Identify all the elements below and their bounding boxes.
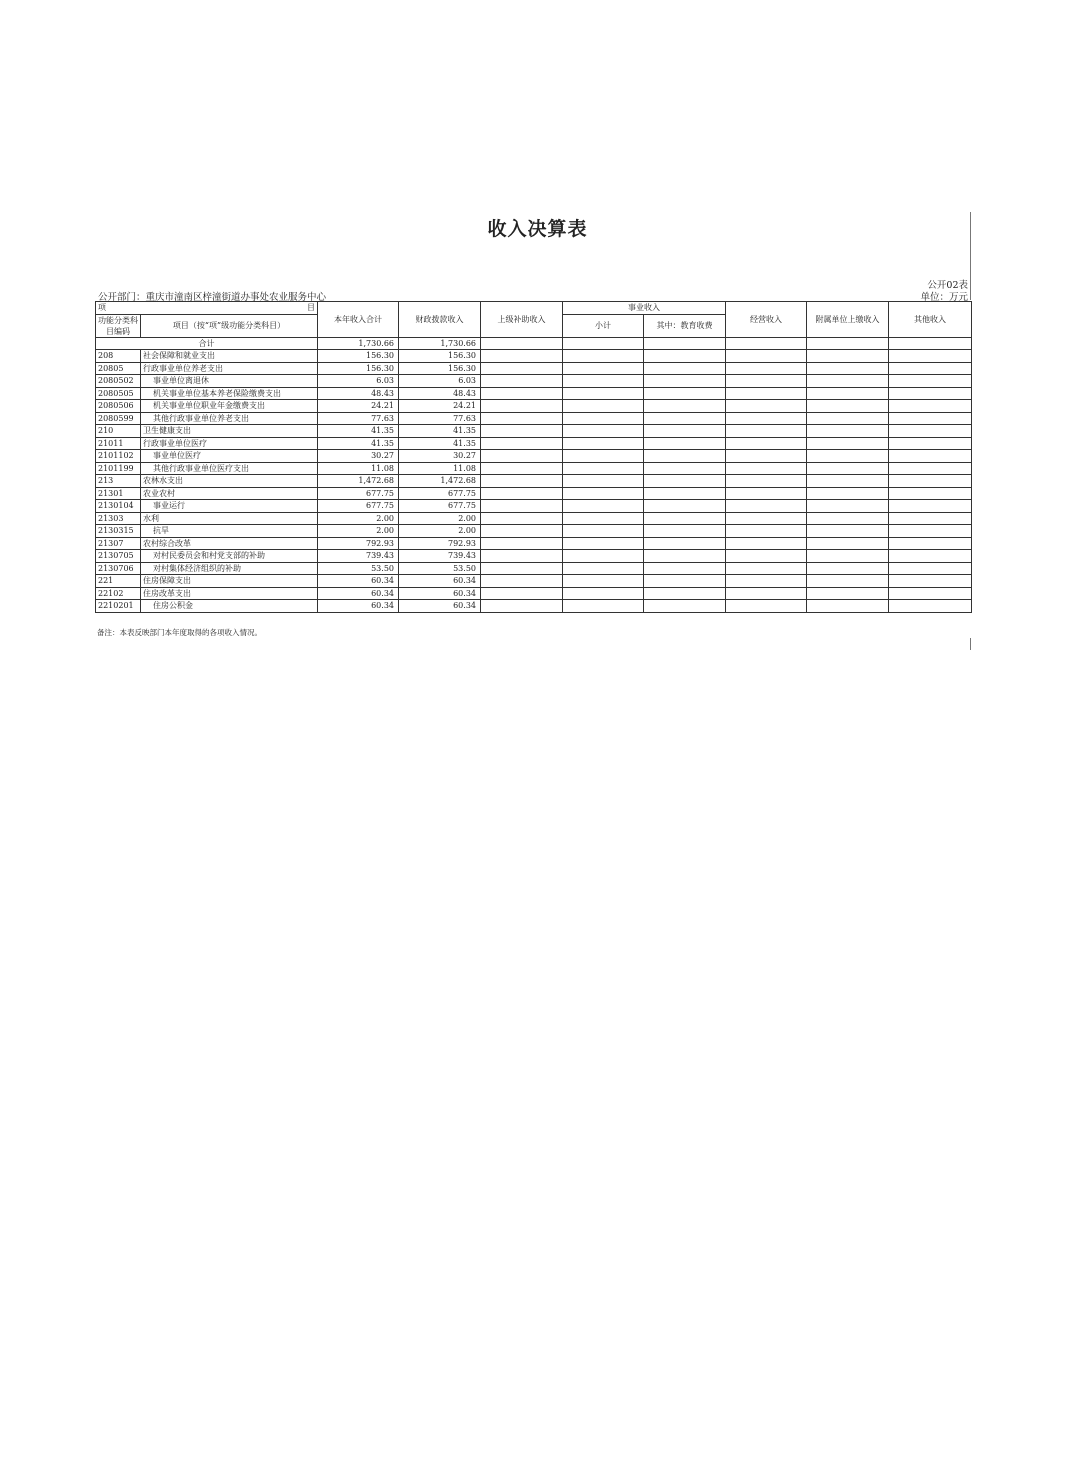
- empty-cell: [889, 512, 972, 525]
- row-total: 60.34: [318, 600, 399, 613]
- row-total: 60.34: [318, 575, 399, 588]
- table-row: [96, 512, 972, 525]
- empty-cell: [563, 550, 644, 563]
- header-other: 其他收入: [889, 302, 972, 338]
- row-fiscal: 48.43: [399, 387, 481, 400]
- row-name: 抗旱: [141, 525, 318, 538]
- empty-cell: [807, 475, 889, 488]
- header-item: 项目（按“项”级功能分类科目）: [141, 314, 318, 337]
- unit-label: 单位：万元: [920, 292, 968, 303]
- empty-cell: [563, 500, 644, 513]
- empty-cell: [726, 400, 807, 413]
- total-label: 合计: [96, 337, 318, 350]
- row-fiscal: 30.27: [399, 450, 481, 463]
- empty-cell: [807, 375, 889, 388]
- empty-cell: [563, 387, 644, 400]
- empty-cell: [889, 362, 972, 375]
- empty-cell: [807, 587, 889, 600]
- row-total: 11.08: [318, 462, 399, 475]
- empty-cell: [807, 525, 889, 538]
- total-row: [96, 337, 972, 350]
- empty-cell: [889, 337, 972, 350]
- empty-cell: [889, 400, 972, 413]
- header-mu: 目: [307, 303, 315, 312]
- empty-cell: [807, 337, 889, 350]
- row-fiscal: 677.75: [399, 500, 481, 513]
- empty-cell: [889, 375, 972, 388]
- row-total: 156.30: [318, 362, 399, 375]
- empty-cell: [726, 525, 807, 538]
- row-total: 156.30: [318, 350, 399, 363]
- row-fiscal: 792.93: [399, 537, 481, 550]
- empty-cell: [889, 587, 972, 600]
- row-code: 21303: [96, 512, 141, 525]
- row-name: 社会保障和就业支出: [141, 350, 318, 363]
- empty-cell: [644, 600, 726, 613]
- page-edge-line: [970, 212, 971, 300]
- row-code: 21011: [96, 437, 141, 450]
- row-code: 208: [96, 350, 141, 363]
- row-fiscal: 6.03: [399, 375, 481, 388]
- empty-cell: [481, 475, 563, 488]
- empty-cell: [563, 400, 644, 413]
- row-code: 2210201: [96, 600, 141, 613]
- empty-cell: [481, 600, 563, 613]
- row-code: 2080599: [96, 412, 141, 425]
- empty-cell: [889, 487, 972, 500]
- total-fiscal: 1,730.66: [399, 337, 481, 350]
- row-name: 事业运行: [141, 500, 318, 513]
- empty-cell: [481, 425, 563, 438]
- row-name: 水利: [141, 512, 318, 525]
- empty-cell: [481, 500, 563, 513]
- empty-cell: [726, 337, 807, 350]
- header-affiliated: 附属单位上缴收入: [807, 302, 889, 338]
- empty-cell: [644, 375, 726, 388]
- row-code: 2080506: [96, 400, 141, 413]
- row-fiscal: 2.00: [399, 525, 481, 538]
- row-fiscal: 739.43: [399, 550, 481, 563]
- row-fiscal: 156.30: [399, 350, 481, 363]
- empty-cell: [563, 337, 644, 350]
- empty-cell: [807, 450, 889, 463]
- empty-cell: [481, 387, 563, 400]
- row-fiscal: 24.21: [399, 400, 481, 413]
- empty-cell: [807, 487, 889, 500]
- empty-cell: [481, 462, 563, 475]
- row-total: 2.00: [318, 525, 399, 538]
- row-fiscal: 60.34: [399, 575, 481, 588]
- header-code: 功能分类科目编码: [96, 314, 141, 337]
- empty-cell: [726, 350, 807, 363]
- empty-cell: [889, 550, 972, 563]
- row-total: 739.43: [318, 550, 399, 563]
- empty-cell: [807, 425, 889, 438]
- row-name: 行政事业单位医疗: [141, 437, 318, 450]
- empty-cell: [644, 362, 726, 375]
- header-subtotal: 小计: [563, 314, 644, 337]
- empty-cell: [726, 362, 807, 375]
- header-fiscal: 财政拨款收入: [399, 302, 481, 338]
- empty-cell: [726, 587, 807, 600]
- row-code: 221: [96, 575, 141, 588]
- row-fiscal: 11.08: [399, 462, 481, 475]
- empty-cell: [807, 362, 889, 375]
- row-fiscal: 1,472.68: [399, 475, 481, 488]
- table-row: [96, 487, 972, 500]
- header-xiang-mu: [96, 302, 318, 315]
- table-row: [96, 375, 972, 388]
- empty-cell: [889, 450, 972, 463]
- row-name: 事业单位离退休: [141, 375, 318, 388]
- empty-cell: [644, 512, 726, 525]
- empty-cell: [481, 450, 563, 463]
- table-row: [96, 450, 972, 463]
- row-name: 住房改革支出: [141, 587, 318, 600]
- empty-cell: [807, 537, 889, 550]
- empty-cell: [889, 537, 972, 550]
- empty-cell: [726, 575, 807, 588]
- table-row: [96, 525, 972, 538]
- table-row: [96, 600, 972, 613]
- row-total: 41.35: [318, 425, 399, 438]
- row-code: 2101102: [96, 450, 141, 463]
- row-name: 机关事业单位职业年金缴费支出: [141, 400, 318, 413]
- empty-cell: [807, 600, 889, 613]
- row-code: 21307: [96, 537, 141, 550]
- department-label: 公开部门：重庆市潼南区梓潼街道办事处农业服务中心: [98, 292, 327, 303]
- empty-cell: [726, 412, 807, 425]
- page-edge-line-lower: [970, 638, 971, 650]
- empty-cell: [563, 487, 644, 500]
- empty-cell: [644, 425, 726, 438]
- empty-cell: [644, 525, 726, 538]
- empty-cell: [726, 462, 807, 475]
- empty-cell: [726, 512, 807, 525]
- income-table: [95, 301, 972, 613]
- empty-cell: [481, 537, 563, 550]
- empty-cell: [644, 462, 726, 475]
- row-total: 792.93: [318, 537, 399, 550]
- empty-cell: [726, 437, 807, 450]
- empty-cell: [807, 550, 889, 563]
- empty-cell: [481, 362, 563, 375]
- empty-cell: [644, 450, 726, 463]
- row-code: 2080502: [96, 375, 141, 388]
- empty-cell: [889, 462, 972, 475]
- empty-cell: [563, 562, 644, 575]
- row-fiscal: 77.63: [399, 412, 481, 425]
- empty-cell: [563, 362, 644, 375]
- empty-cell: [563, 350, 644, 363]
- row-total: 677.75: [318, 487, 399, 500]
- table-row: [96, 550, 972, 563]
- form-number: 公开02表: [927, 280, 968, 291]
- empty-cell: [807, 412, 889, 425]
- table-row: [96, 587, 972, 600]
- empty-cell: [726, 450, 807, 463]
- empty-cell: [563, 375, 644, 388]
- empty-cell: [644, 487, 726, 500]
- empty-cell: [563, 425, 644, 438]
- row-name: 住房公积金: [141, 600, 318, 613]
- empty-cell: [807, 462, 889, 475]
- empty-cell: [807, 387, 889, 400]
- empty-cell: [481, 350, 563, 363]
- empty-cell: [563, 475, 644, 488]
- empty-cell: [481, 550, 563, 563]
- empty-cell: [726, 387, 807, 400]
- row-total: 24.21: [318, 400, 399, 413]
- empty-cell: [644, 500, 726, 513]
- empty-cell: [807, 500, 889, 513]
- row-code: 22102: [96, 587, 141, 600]
- table-row: [96, 537, 972, 550]
- row-name: 住房保障支出: [141, 575, 318, 588]
- table-row: [96, 425, 972, 438]
- table-row: [96, 362, 972, 375]
- table-row: [96, 387, 972, 400]
- empty-cell: [644, 587, 726, 600]
- empty-cell: [726, 537, 807, 550]
- empty-cell: [889, 412, 972, 425]
- header-shiye: 事业收入: [563, 302, 726, 315]
- empty-cell: [889, 387, 972, 400]
- empty-cell: [889, 425, 972, 438]
- empty-cell: [807, 512, 889, 525]
- table-row: [96, 412, 972, 425]
- row-fiscal: 156.30: [399, 362, 481, 375]
- total-amount: 1,730.66: [318, 337, 399, 350]
- empty-cell: [889, 475, 972, 488]
- empty-cell: [481, 487, 563, 500]
- empty-cell: [481, 337, 563, 350]
- row-total: 53.50: [318, 562, 399, 575]
- row-name: 卫生健康支出: [141, 425, 318, 438]
- empty-cell: [726, 550, 807, 563]
- empty-cell: [481, 587, 563, 600]
- row-fiscal: 2.00: [399, 512, 481, 525]
- row-code: 213: [96, 475, 141, 488]
- row-fiscal: 60.34: [399, 600, 481, 613]
- empty-cell: [889, 600, 972, 613]
- empty-cell: [807, 400, 889, 413]
- row-total: 77.63: [318, 412, 399, 425]
- empty-cell: [563, 450, 644, 463]
- header-business: 经营收入: [726, 302, 807, 338]
- row-total: 6.03: [318, 375, 399, 388]
- row-code: 2130315: [96, 525, 141, 538]
- empty-cell: [726, 425, 807, 438]
- row-code: 210: [96, 425, 141, 438]
- empty-cell: [644, 437, 726, 450]
- empty-cell: [644, 387, 726, 400]
- empty-cell: [481, 375, 563, 388]
- empty-cell: [563, 412, 644, 425]
- empty-cell: [563, 600, 644, 613]
- row-total: 1,472.68: [318, 475, 399, 488]
- empty-cell: [563, 575, 644, 588]
- empty-cell: [726, 600, 807, 613]
- row-fiscal: 41.35: [399, 437, 481, 450]
- empty-cell: [481, 400, 563, 413]
- row-total: 30.27: [318, 450, 399, 463]
- row-name: 行政事业单位养老支出: [141, 362, 318, 375]
- row-code: 2101199: [96, 462, 141, 475]
- table-row: [96, 500, 972, 513]
- row-name: 农业农村: [141, 487, 318, 500]
- row-name: 对村民委员会和村党支部的补助: [141, 550, 318, 563]
- row-code: 21301: [96, 487, 141, 500]
- row-fiscal: 53.50: [399, 562, 481, 575]
- page-title: 收入决算表: [487, 218, 588, 240]
- empty-cell: [726, 487, 807, 500]
- header-edu: 其中：教育收费: [644, 314, 726, 337]
- row-code: 2080505: [96, 387, 141, 400]
- row-fiscal: 41.35: [399, 425, 481, 438]
- empty-cell: [726, 562, 807, 575]
- empty-cell: [563, 437, 644, 450]
- header-xiang: 项: [98, 303, 106, 313]
- row-total: 60.34: [318, 587, 399, 600]
- table-row: [96, 575, 972, 588]
- empty-cell: [481, 412, 563, 425]
- empty-cell: [807, 350, 889, 363]
- row-code: 2130705: [96, 550, 141, 563]
- table-note: 备注：本表反映部门本年度取得的各项收入情况。: [97, 628, 262, 637]
- row-code: 20805: [96, 362, 141, 375]
- empty-cell: [889, 562, 972, 575]
- header-total: 本年收入合计: [318, 302, 399, 338]
- row-total: 677.75: [318, 500, 399, 513]
- row-fiscal: 60.34: [399, 587, 481, 600]
- empty-cell: [726, 375, 807, 388]
- empty-cell: [726, 500, 807, 513]
- empty-cell: [644, 537, 726, 550]
- empty-cell: [644, 475, 726, 488]
- empty-cell: [889, 575, 972, 588]
- empty-cell: [644, 350, 726, 363]
- row-name: 对村集体经济组织的补助: [141, 562, 318, 575]
- row-name: 农村综合改革: [141, 537, 318, 550]
- empty-cell: [644, 550, 726, 563]
- empty-cell: [563, 587, 644, 600]
- table-row: [96, 462, 972, 475]
- table-row: [96, 400, 972, 413]
- row-name: 其他行政事业单位养老支出: [141, 412, 318, 425]
- row-total: 2.00: [318, 512, 399, 525]
- row-total: 41.35: [318, 437, 399, 450]
- empty-cell: [563, 462, 644, 475]
- row-name: 其他行政事业单位医疗支出: [141, 462, 318, 475]
- empty-cell: [807, 575, 889, 588]
- empty-cell: [481, 437, 563, 450]
- empty-cell: [644, 337, 726, 350]
- row-code: 2130706: [96, 562, 141, 575]
- empty-cell: [563, 512, 644, 525]
- empty-cell: [563, 537, 644, 550]
- empty-cell: [807, 562, 889, 575]
- empty-cell: [644, 400, 726, 413]
- empty-cell: [889, 350, 972, 363]
- empty-cell: [889, 525, 972, 538]
- empty-cell: [726, 475, 807, 488]
- row-name: 机关事业单位基本养老保险缴费支出: [141, 387, 318, 400]
- table-row: [96, 350, 972, 363]
- empty-cell: [481, 525, 563, 538]
- empty-cell: [889, 437, 972, 450]
- empty-cell: [644, 575, 726, 588]
- row-code: 2130104: [96, 500, 141, 513]
- table-row: [96, 475, 972, 488]
- empty-cell: [481, 562, 563, 575]
- empty-cell: [807, 437, 889, 450]
- empty-cell: [644, 412, 726, 425]
- table-row: [96, 437, 972, 450]
- empty-cell: [481, 512, 563, 525]
- row-name: 事业单位医疗: [141, 450, 318, 463]
- empty-cell: [889, 500, 972, 513]
- row-name: 农林水支出: [141, 475, 318, 488]
- empty-cell: [644, 562, 726, 575]
- table-row: [96, 562, 972, 575]
- row-fiscal: 677.75: [399, 487, 481, 500]
- row-total: 48.43: [318, 387, 399, 400]
- empty-cell: [481, 575, 563, 588]
- header-superior: 上级补助收入: [481, 302, 563, 338]
- empty-cell: [563, 525, 644, 538]
